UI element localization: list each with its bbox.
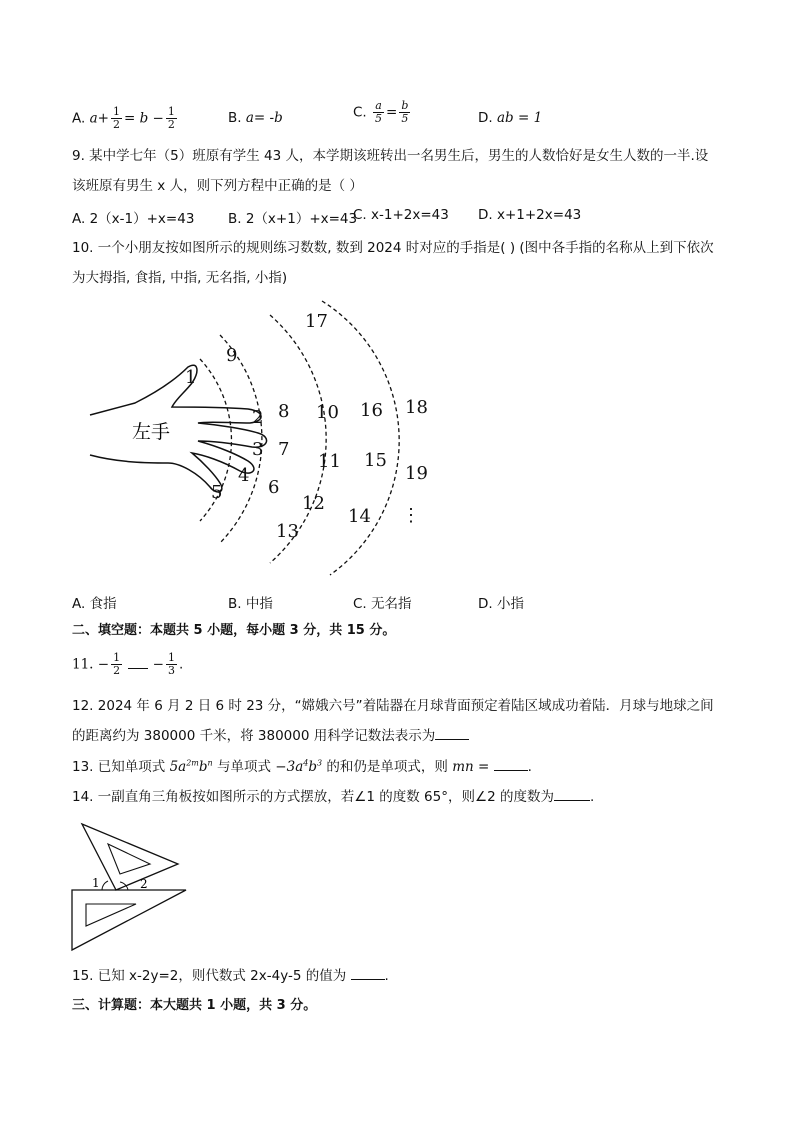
q9-stem-line2: 该班原有男生 x 人，则下列方程中正确的是（ ） bbox=[72, 178, 363, 194]
count-number: 13 bbox=[276, 521, 299, 542]
section3-title: 三、计算题：本大题共 1 小题，共 3 分。 bbox=[72, 998, 317, 1013]
answer-blank[interactable] bbox=[128, 668, 148, 669]
count-number: 19 bbox=[405, 463, 428, 484]
lower-triangle bbox=[72, 890, 186, 950]
triangle-rulers-figure bbox=[68, 820, 192, 955]
q15: 15. 已知 x-2y=2，则代数式 2x-4y-5 的值为 . bbox=[72, 968, 389, 984]
q12-line1: 12. 2024 年 6 月 2 日 6 时 23 分，“嫦娥六号”着陆器在月球背面预定着陆区域成功着陆．月球与地球之间 bbox=[72, 698, 714, 714]
angle-1-arc bbox=[102, 881, 108, 890]
dashed-arc-4 bbox=[322, 301, 399, 575]
q10-stem-line1: 10. 一个小朋友按如图所示的规则练习数数, 数到 2024 时对应的手指是( ) (图中各手指的名称从上到下依次 bbox=[72, 240, 714, 256]
q14: 14. 一副直角三角板按如图所示的方式摆放，若∠1 的度数 65°，则∠2 的度数为 . bbox=[72, 789, 595, 805]
q8-option-b: B. a= -b bbox=[228, 110, 283, 126]
count-number: 6 bbox=[268, 477, 280, 498]
q8-option-a: A. a+ $\frac{1}{2}$ = b − $\frac{1}{2}$ bbox=[72, 105, 175, 131]
q9-option-d: D. x+1+2x=43 bbox=[478, 207, 582, 223]
hand-counting-figure bbox=[80, 295, 460, 580]
hand-label: 左手 bbox=[132, 421, 171, 443]
upper-triangle-inner bbox=[108, 844, 150, 874]
section2-title: 二、填空题：本题共 5 小题，每小题 3 分，共 15 分。 bbox=[72, 623, 396, 638]
monomial-2: $-3a^4b^3$ bbox=[275, 758, 323, 775]
q13: 13. 已知单项式 $5a^{2m}b^n$ 与单项式 $-3a^4b^3$ 的和仍是单项式，则 mn = . bbox=[72, 758, 532, 775]
q8-option-d: D. ab = 1 bbox=[478, 110, 543, 126]
count-number: 10 bbox=[316, 402, 339, 423]
count-ellipsis: ⋮ bbox=[402, 505, 420, 526]
angle-2-label: 2 bbox=[140, 877, 148, 891]
answer-blank[interactable] bbox=[554, 800, 590, 801]
answer-blank[interactable] bbox=[435, 739, 469, 740]
count-number: 9 bbox=[226, 345, 238, 366]
count-number: 4 bbox=[238, 465, 250, 486]
count-number: 16 bbox=[360, 400, 383, 421]
q11: 11. − $\frac{1}{2}$ − $\frac{1}{3}$ . bbox=[72, 651, 184, 677]
count-number: 15 bbox=[364, 450, 387, 471]
count-number: 17 bbox=[305, 311, 328, 332]
count-number: 5 bbox=[211, 482, 223, 503]
count-number: 8 bbox=[278, 401, 290, 422]
answer-blank[interactable] bbox=[351, 979, 385, 980]
lower-triangle-inner bbox=[86, 904, 136, 926]
angle-1-label: 1 bbox=[92, 876, 100, 890]
q9-stem-line1: 9. 某中学七年（5）班原有学生 43 人，本学期该班转出一名男生后，男生的人数恰好是女生人数的一半.设 bbox=[72, 148, 709, 164]
q10-option-b: B. 中指 bbox=[228, 596, 273, 612]
count-number: 3 bbox=[252, 439, 264, 460]
q8-option-c: C. $\frac{a}{5}$ = $\frac{b}{5}$ bbox=[353, 99, 409, 125]
count-number: 14 bbox=[348, 506, 371, 527]
count-number: 18 bbox=[405, 397, 428, 418]
count-number: 2 bbox=[252, 407, 264, 428]
q10-option-d: D. 小指 bbox=[478, 596, 524, 612]
count-number: 7 bbox=[278, 439, 290, 460]
monomial-1: $5a^{2m}b^n$ bbox=[169, 758, 213, 775]
q9-option-a: A. 2（x-1）+x=43 bbox=[72, 211, 195, 227]
answer-blank[interactable] bbox=[494, 770, 528, 771]
count-number: 1 bbox=[185, 367, 197, 388]
q10-option-a: A. 食指 bbox=[72, 596, 117, 612]
q9-option-c: C. x-1+2x=43 bbox=[353, 207, 449, 223]
q12-line2: 的距离约为 380000 千米，将 380000 用科学记数法表示为 bbox=[72, 726, 469, 746]
q10-stem-line2: 为大拇指, 食指, 中指, 无名指, 小指) bbox=[72, 270, 288, 286]
count-number: 12 bbox=[302, 493, 325, 514]
q10-option-c: C. 无名指 bbox=[353, 596, 412, 612]
q9-option-b: B. 2（x+1）+x=43 bbox=[228, 211, 358, 227]
count-number: 11 bbox=[318, 451, 341, 472]
